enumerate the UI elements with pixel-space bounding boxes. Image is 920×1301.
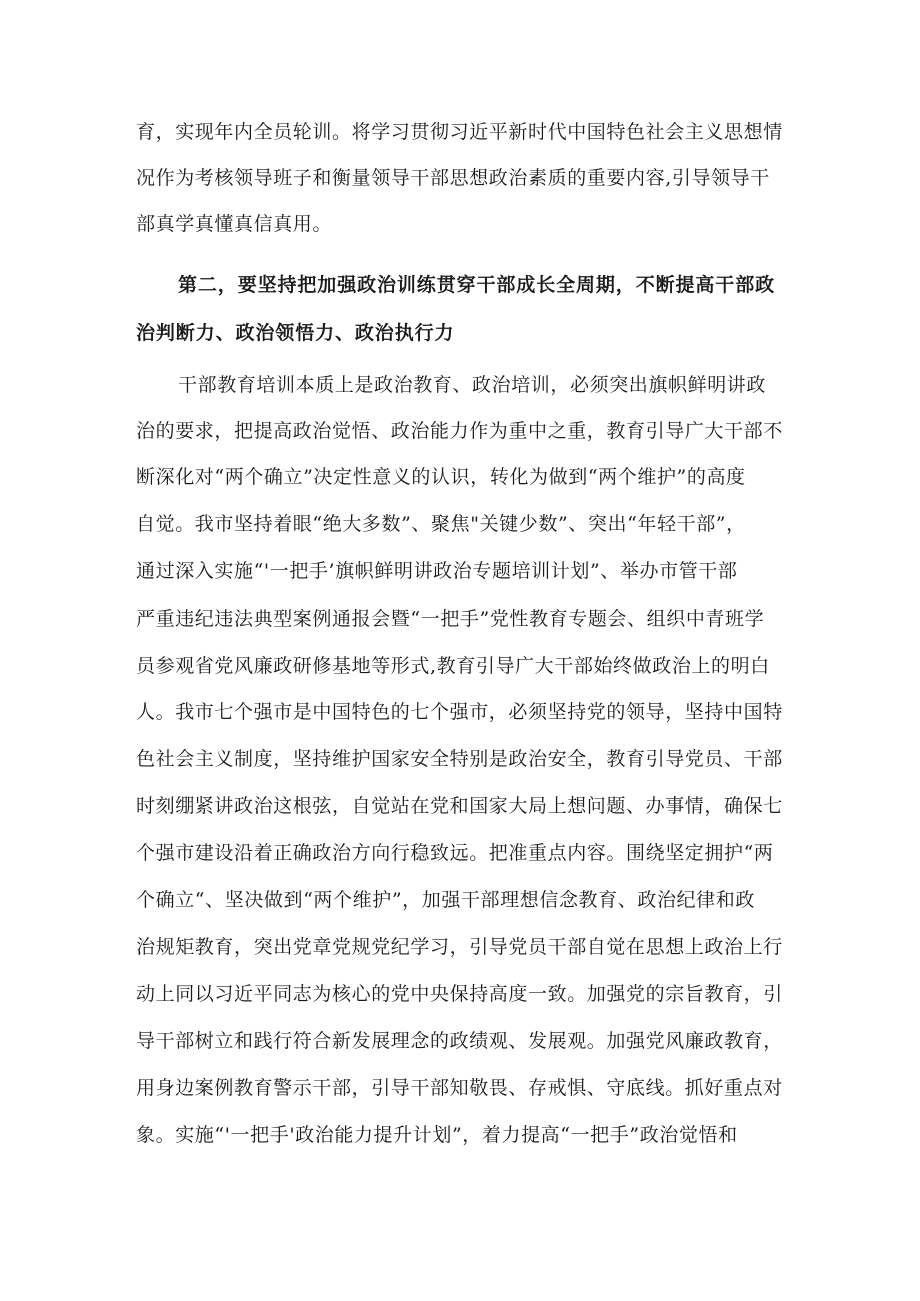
text-line: 个确立“、坚决做到“两个维护”，加强干部理想信念教育、政治纪律和政 — [136, 889, 755, 911]
text-line: 部真学真懂真信真用。 — [136, 213, 333, 235]
text-line: 动上同以习近平同志为核心的党中央保持高度一致。加强党的宗旨教育，引 — [136, 983, 783, 1005]
text-line: 通过深入实施“'一把手’旗帜鲜明讲政治专题培训计划”、举办市管干部 — [136, 560, 738, 582]
text-line: 干部教育培训本质上是政治教育、政治培训，必须突出旗帜鲜明讲政 — [178, 374, 767, 396]
heading-line: 治判断力、政治领悟力、政治执行力 — [136, 322, 455, 344]
text-line: 象。实施“'一把手'政治能力提升计划”，着力提高“一把手”政治觉悟和 — [136, 1124, 738, 1146]
text-line: 时刻绷紧讲政治这根弦，自觉站在党和国家大局上想问题、办事情，确保七 — [136, 795, 783, 817]
text-line: 自觉。我市坚持着眼“绝大多数”、聚焦"关键少数”、突出“年轻干部”， — [136, 513, 746, 535]
text-line: 个强市建设沿着正确政治方向行稳致远。把准重点内容。围绕坚定拥护“两 — [136, 842, 774, 864]
text-line: 断深化对“两个确立”决定性意义的认识，转化为做到“两个维护”的高度 — [136, 466, 746, 488]
heading-line: 第二，要坚持把加强政治训练贯穿干部成长全周期，不断提高干部政 — [178, 274, 776, 296]
text-line: 色社会主义制度，坚持维护国家安全特别是政治安全，教育引导党员、干部 — [136, 748, 783, 770]
text-line: 用身边案例教育警示干部，引导干部知敬畏、存戒惧、守底线。抓好重点对 — [136, 1077, 783, 1099]
text-line: 治规矩教育，突出党章党规党纪学习，引导党员干部自觉在思想上政治上行 — [136, 936, 783, 958]
text-line: 导干部树立和践行符合新发展理念的政绩观、发展观。加强党风廉政教育， — [136, 1030, 783, 1052]
text-line: 治的要求，把提高政治觉悟、政治能力作为重中之重，教育引导广大干部不 — [136, 420, 783, 442]
text-line: 况作为考核领导班子和衡量领导干部思想政治素质的重要内容,引导领导干 — [136, 167, 770, 189]
text-line: 员参观省党风廉政研修基地等形式,教育引导广大干部始终做政治上的明白 — [136, 655, 770, 677]
text-line: 育，实现年内全员轮训。将学习贯彻习近平新时代中国特色社会主义思想情 — [136, 121, 783, 143]
text-line: 严重违纪违法典型案例通报会暨“一把手”党性教育专题会、组织中青班学 — [136, 608, 765, 630]
text-line: 人。我市七个强市是中国特色的七个强市，必须坚持党的领导，坚持中国特 — [136, 701, 783, 723]
